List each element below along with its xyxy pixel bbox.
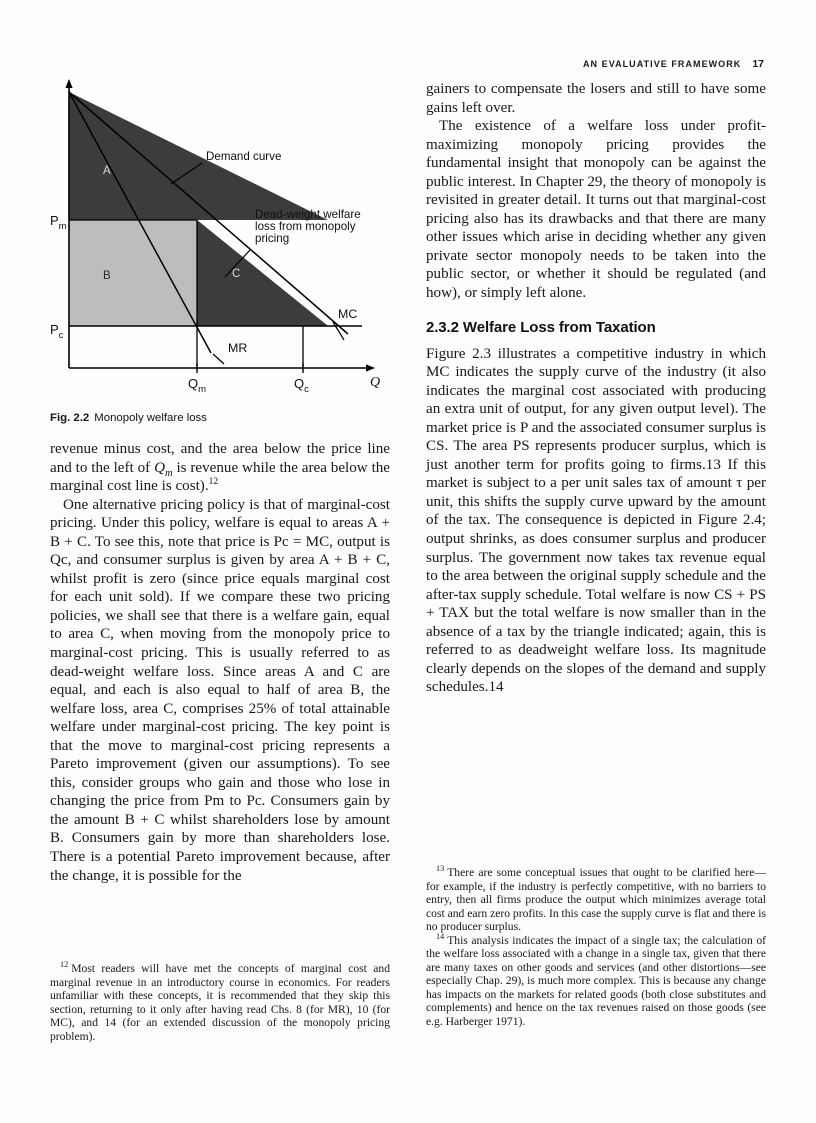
footnote-13: $^{13}$ There are some conceptual issues that ought to be clarified here—for example, if the industry is perfectly competitive, with no barriers to entry, then all firms produce the output which minimizes average total cost and earn zero profits. In this case the supply curve is flat and there is no producer surplus. <box>426 864 766 934</box>
figure-caption-number: Fig. 2.2 <box>50 412 90 424</box>
right-column <box>426 80 766 697</box>
region-b-label: B <box>103 270 111 282</box>
dwl-annotation-line-1: Dead-weight welfare <box>255 208 361 221</box>
q-axis-title: Q <box>370 375 381 390</box>
left-column <box>50 440 390 885</box>
section-heading-2-3-2: 2.3.2 Welfare Loss from Taxation <box>426 318 656 336</box>
region-a-fill <box>69 92 328 220</box>
footnote-14: $^{14}$ This analysis indicates the impact of a single tax; the calculation of the welfare loss associated with a change in a single tax, given that there are many taxes on other goods and services (and other distortions—see especially Chap. 29), is much more complex. This is because any change has impacts on the markets for related goods (both close substitutes and complements) and hence on the tax revenues raised on those goods (see e.g. Harberger 1971). <box>426 931 766 1029</box>
right-footnotes <box>426 866 766 1029</box>
pc-axis-label: $P_c$ <box>50 322 64 341</box>
footnote-12: $^{12}$ Most readers will have met the concepts of marginal cost and marginal revenue in an introductory course in economics. For readers unfamiliar with these concepts, it is recommended that they skip this section, returning to it only after having read Chs. 8 (for MR), 10 (for MC), and 14 (for an extended discussion of the monopoly pricing problem). <box>50 960 390 1043</box>
left-footnotes <box>50 962 390 1043</box>
region-c-label: C <box>232 268 241 280</box>
right-paragraph-3: Figure 2.3 illustrates a competitive industry in which MC indicates the supply curve of the industry (it also indicates the marginal cost associated with producing an extra unit of output, for any given output level). The market price is P and the associated consumer surplus is CS. The area PS represents producer surplus, which is just another term for profits going to firms.13 If this market is subject to a per unit sales tax of amount τ per unit, this shifts the supply curve upward by the amount of the tax. The consequence is depicted in Figure 2.4; output shrinks, as does consumer surplus and producer surplus. The government now takes tax revenue equal to the area between the original supply schedule and the after-tax supply schedule. Total welfare is now CS + PS + TAX but the total welfare is now smaller than in the absence of a tax by the triangle indicated; again, this is referred to as deadweight welfare loss. Its magnitude clearly depends on the slopes of the demand and supply schedules.14 <box>426 345 766 696</box>
region-b-fill <box>69 220 197 326</box>
pm-axis-label: $P_m$ <box>50 213 67 232</box>
figure-2-2 <box>50 72 395 392</box>
running-head-title: AN EVALUATIVE FRAMEWORK <box>583 59 742 69</box>
left-paragraph-2: One alternative pricing policy is that of marginal-cost pricing. Under this policy, welfare is equal to areas A + B + C. To see this, note that price is Pc = MC, output is Qc, and consumer surplus is given by area A + B + C, whilst profit is zero (since price equals marginal cost for each unit sold). If we compare these two pricing policies, we shall see that there is a welfare gain, equal to area C, when moving from the monopoly price to marginal-cost pricing. This is usually referred to as dead-weight welfare loss. Since areas A and C are equal, and each is also equal to half of area B, the welfare loss, area C, comprises 25% of total attainable welfare under marginal-cost pricing. The key point is that the move to marginal-cost pricing represents a Pareto improvement (given our assumptions). To see this, consider groups who gain and those who lose in changing the price from Pm to Pc. Consumers gain by the amount B + C whilst shareholders lose by amount B. Consumers gain by more than shareholders lose. There is a potential Pareto improvement because, after the change, it is possible for the <box>50 496 390 884</box>
dwl-annotation-line-3: pricing <box>255 232 290 245</box>
dwl-annotation-line-2: loss from monopoly <box>255 220 356 233</box>
x-axis-arrowhead <box>366 364 375 371</box>
qm-axis-label: $Q_m$ <box>188 376 207 392</box>
qc-axis-label: $Q_c$ <box>294 376 309 392</box>
figure-caption-title: Monopoly welfare loss <box>94 412 207 424</box>
page-number: 17 <box>752 58 764 70</box>
left-paragraph-1: revenue minus cost, and the area below the price line and to the left of $Q_m$ is revenue while the area below the marginal cost line is cost).$^{12}$ <box>50 441 391 495</box>
right-paragraph-1: gainers to compensate the losers and still to have some gains left over. <box>426 81 766 116</box>
mc-label-leader <box>333 322 344 340</box>
mr-label-leader <box>213 354 224 364</box>
right-paragraph-2: The existence of a welfare loss under profit-maximizing monopoly pricing provides the fundamental insight that monopoly can be against the public interest. In Chapter 29, the theory of monopoly is revisited in greater detail. It turns out that marginal-cost pricing also has its drawbacks and that there are many other issues which arise in deciding whether any given private sector monopoly needs to be taken into the public sector, or whether it should be regulated (and how), or simply left alone. <box>426 118 766 302</box>
demand-curve-label: Demand curve <box>206 150 282 163</box>
mr-label: MR <box>228 341 248 355</box>
figure-caption <box>50 412 395 424</box>
region-a-label: A <box>103 165 111 177</box>
monopoly-welfare-loss-chart <box>50 72 395 392</box>
mc-label: MC <box>338 307 358 321</box>
y-axis-arrowhead <box>65 79 72 88</box>
running-head <box>583 58 764 70</box>
